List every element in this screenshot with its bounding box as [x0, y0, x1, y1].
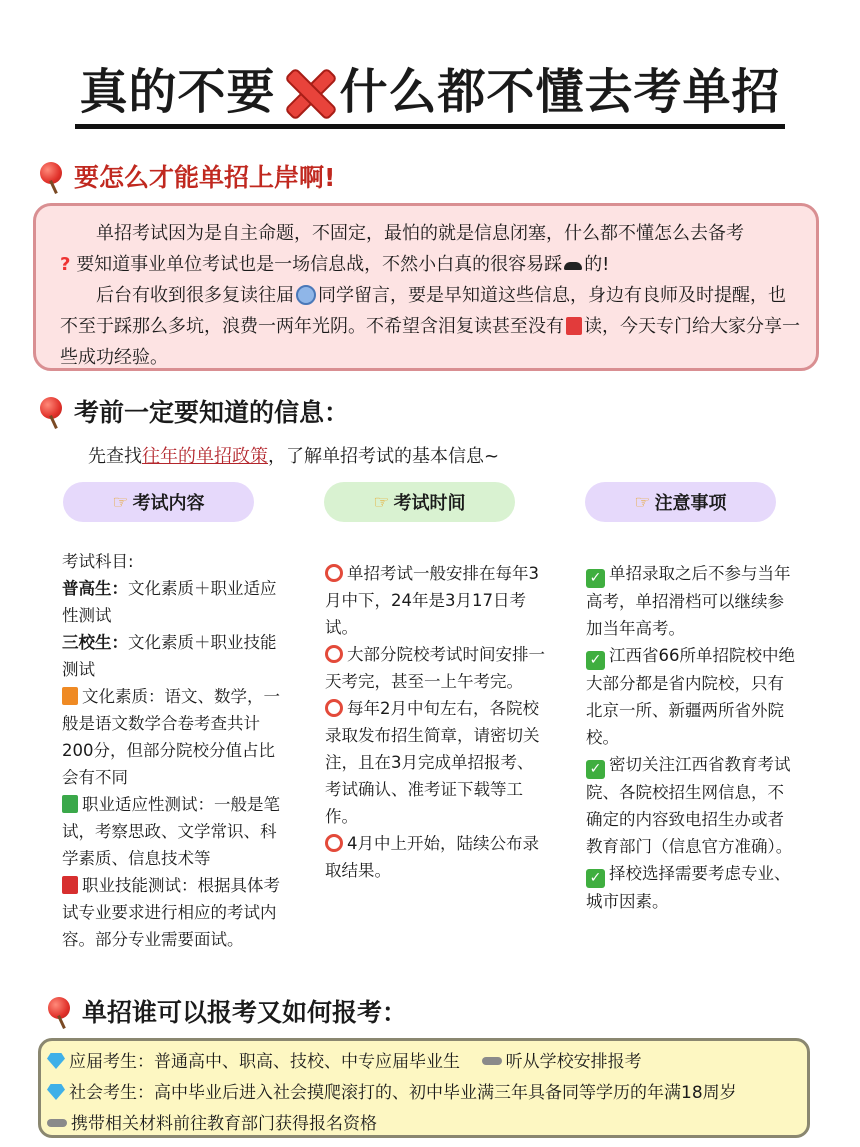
intro-text: 后台有收到很多复读往届 [96, 285, 294, 306]
text: 单招考试一般安排在每年3月中下，24年是3月17日考试。 [325, 564, 539, 637]
pointing-hand-icon: ☞ [373, 491, 390, 513]
text: 职业适应性测试：一般是笔试，考察思政、文学常识、科学素质、信息技术等 [62, 795, 280, 868]
green-book-icon [62, 795, 78, 813]
section-heading-text: 单招谁可以报考又如何报考： [82, 998, 408, 1027]
shoe-icon [564, 262, 582, 270]
red-book-icon [566, 317, 582, 335]
section-heading-how [40, 158, 335, 194]
diamond-icon [47, 1084, 65, 1100]
text: 每年2月中旬左右，各院校录取发布招生简章，请密切关注，且在3月完成单招报考、考试确认、准考证下载等工作。 [325, 699, 540, 826]
pointing-hand-icon: ☞ [112, 491, 129, 513]
text: 应届考生：普通高中、职高、技校、中专应届毕业生 [69, 1052, 460, 1072]
pushpin-icon [40, 397, 62, 419]
text: 社会考生：高中毕业后进入社会摸爬滚打的、初中毕业满三年具备同等学历的年满18周岁 [69, 1083, 737, 1103]
check-mark-icon: ✓ [586, 569, 605, 588]
line-regular-students [62, 575, 284, 629]
policy-intro-line [88, 442, 499, 468]
intro-text: 要知道事业单位考试也是一场信息战，不然小白真的很容易踩 [76, 254, 563, 275]
note-item [586, 560, 800, 642]
key-icon [482, 1057, 502, 1065]
pill-label: 考试内容 [132, 493, 205, 514]
note-item [586, 860, 800, 915]
intro-paragraph-1 [60, 218, 800, 249]
intro-box [33, 203, 819, 371]
text: 单招录取之后不参与当年高考，单招滑档可以继续参加当年高考。 [586, 564, 791, 638]
text: 择校选择需要考虑专业、城市因素。 [586, 864, 791, 911]
pill-exam-time [324, 482, 515, 522]
check-mark-icon: ✓ [586, 869, 605, 888]
eligibility-box [38, 1038, 810, 1138]
pill-label: 考试时间 [393, 493, 466, 514]
page-title-wrap [0, 62, 860, 129]
subject-title: 考试科目: [62, 552, 134, 571]
column-exam-time [325, 560, 547, 884]
page-title [75, 62, 784, 129]
text: 文化素质：语文、数学，一般是语文数学合卷考查共计200分，但部分院校分值占比会有不同 [62, 687, 280, 787]
text: 职业技能测试：根据具体考试专业要求进行相应的考试内容。部分专业需要面试。 [62, 876, 280, 949]
cross-mark-icon [282, 66, 334, 118]
intro-paragraph-1b [60, 249, 800, 280]
intro-text: 单招考试因为是自主命题，不固定，最怕的就是信息闭塞，什么都不懂怎么去备考 [96, 223, 744, 244]
time-item [325, 560, 547, 641]
bullet-aptitude [62, 791, 284, 872]
title-text-after: 什么都不懂去考单招 [339, 64, 781, 120]
bullet-skills [62, 872, 284, 953]
pushpin-icon [40, 162, 62, 184]
text: 文化素质＋职业适应性测试 [62, 579, 277, 625]
pushpin-icon [48, 997, 70, 1019]
intro-text: 读，今天专门给大家分享一些成功经验。 [60, 316, 800, 368]
pill-label: 注意事项 [654, 493, 727, 514]
time-item [325, 830, 547, 884]
check-mark-icon: ✓ [586, 760, 605, 779]
intro-text: 同学留言，要是早知道这些信息，身边有良师及时提醒，也不至于踩那么多坑，浪费一两年光阴。不希望含泪复读甚至没有 [60, 285, 786, 337]
pill-exam-content [63, 482, 254, 522]
policy-highlight: 往年的单招政策 [142, 446, 268, 467]
text: 密切关注江西省教育考试院、各院校招生网信息，不确定的内容致电招生办或者教育部门（信息官方准确）。 [586, 755, 793, 856]
intro-suffix: ，了解单招考试的基本信息~ [268, 446, 500, 467]
text: 携带相关材料前往教育部门获得报名资格 [71, 1114, 377, 1134]
intro-prefix: 先查找 [88, 446, 142, 467]
alarm-clock-icon [325, 645, 343, 663]
alarm-clock-icon [325, 834, 343, 852]
eligibility-row-graduates [47, 1047, 799, 1078]
check-mark-icon: ✓ [586, 651, 605, 670]
label: 三校生： [62, 633, 128, 652]
eligibility-row-materials [47, 1109, 799, 1140]
section-heading-text: 要怎么才能单招上岸啊! [74, 163, 336, 192]
alarm-clock-icon [325, 699, 343, 717]
red-book-icon [62, 876, 78, 894]
note-item [586, 642, 800, 751]
bullet-culture [62, 683, 284, 791]
text: 听从学校安排报考 [505, 1052, 642, 1072]
diamond-icon [47, 1053, 65, 1069]
pill-notes [585, 482, 776, 522]
section-heading-who [48, 993, 407, 1029]
section-heading-info [40, 393, 349, 429]
text: 4月中上开始，陆续公布录取结果。 [325, 834, 539, 880]
text: 大部分院校考试时间安排一天考完，甚至一上午考完。 [325, 645, 545, 691]
question-mark-icon: ? [60, 254, 71, 275]
column-exam-content [62, 548, 284, 953]
label: 普高生： [62, 579, 128, 598]
text: 江西省66所单招院校中绝大部分都是省内院校，只有北京一所、新疆两所省外院校。 [586, 646, 795, 747]
note-item [586, 751, 800, 860]
pointing-hand-icon: ☞ [634, 491, 651, 513]
time-item [325, 695, 547, 830]
text: 文化素质＋职业技能测试 [62, 633, 277, 679]
alarm-clock-icon [325, 564, 343, 582]
eligibility-row-social [47, 1078, 799, 1109]
time-item [325, 641, 547, 695]
anxious-face-icon [296, 285, 316, 305]
line-vocational-students [62, 629, 284, 683]
section-heading-text: 考前一定要知道的信息： [74, 398, 350, 427]
intro-paragraph-2 [60, 280, 800, 373]
column-notes [586, 560, 800, 915]
orange-book-icon [62, 687, 78, 705]
key-icon [47, 1119, 67, 1127]
intro-text: 的! [584, 254, 610, 275]
title-text-before: 真的不要 [79, 64, 276, 120]
